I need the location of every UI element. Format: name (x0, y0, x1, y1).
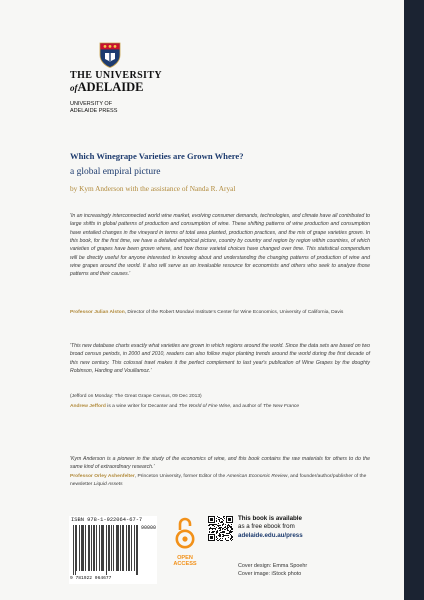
qr-module (210, 527, 211, 528)
qr-module (229, 533, 230, 534)
qr-module (210, 536, 213, 539)
barcode-bar (76, 525, 77, 571)
blurb-author-ashenfelter: Professor Orley Ashenfelter (70, 474, 135, 479)
qr-module (228, 527, 229, 528)
qr-module (224, 527, 225, 528)
qr-module (219, 528, 220, 529)
barcode-bar (82, 525, 83, 571)
qr-module (218, 535, 219, 536)
university-logo (70, 42, 163, 115)
ebook-link[interactable]: adelaide.edu.au/press (238, 531, 303, 539)
qr-module (215, 524, 216, 525)
barcode-bar (117, 525, 118, 571)
qr-module (230, 539, 231, 540)
barcode-bar (106, 525, 107, 575)
qr-module (230, 538, 231, 539)
book-subtitle: a global empiral picture (70, 167, 161, 177)
barcode-bar (103, 525, 104, 571)
qr-module (227, 525, 228, 526)
barcode-bar (88, 525, 89, 571)
qr-module (212, 531, 213, 532)
blurb-source-jefford: (Jefford on Monday: The Great Grape Census, 09 Dec 2013) (70, 394, 202, 399)
qr-module (225, 539, 226, 540)
press-name-line1: UNIVERSITY OF (70, 101, 113, 107)
qr-module (223, 535, 224, 536)
open-access-lock-icon (175, 516, 195, 550)
qr-module (209, 525, 210, 526)
university-name-of: of (70, 83, 78, 93)
qr-module (227, 527, 228, 528)
barcode-bar (122, 525, 123, 571)
blurb-quote-ashenfelter: 'Kym Anderson is a pioneer in the study of the economics of wine, and this book contains the raw materials for others to do the same kind of extraordinary research.' (70, 456, 370, 471)
barcode-bar (93, 525, 94, 571)
qr-module (219, 520, 220, 521)
barcode-icon (73, 525, 139, 575)
qr-module (212, 524, 213, 525)
book-byline: by Kym Anderson with the assistance of Nanda R. Aryal (70, 184, 236, 193)
blurb-affiliation-jefford-c: , and author of (230, 404, 263, 409)
qr-module (218, 517, 219, 518)
qr-module (217, 525, 218, 526)
qr-module (223, 520, 224, 521)
qr-module (228, 535, 229, 536)
qr-module (227, 535, 228, 536)
qr-module (220, 540, 221, 541)
qr-module (223, 516, 224, 517)
qr-module (222, 534, 223, 535)
qr-module (210, 524, 211, 525)
qr-module (219, 517, 220, 518)
qr-module (220, 525, 221, 526)
barcode-bar (111, 525, 112, 571)
qr-module (222, 540, 223, 541)
qr-module (224, 518, 225, 519)
qr-module (228, 525, 229, 526)
qr-module (211, 528, 212, 529)
isbn-price-code: 90000 (141, 525, 157, 531)
qr-module (209, 524, 210, 525)
qr-module (222, 519, 223, 520)
qr-module (212, 525, 213, 526)
qr-module (219, 533, 220, 534)
qr-module (221, 540, 222, 541)
qr-module (212, 528, 213, 529)
qr-module (220, 535, 221, 536)
qr-module (224, 532, 225, 533)
qr-module (216, 531, 217, 532)
qr-module (219, 530, 220, 531)
book-spine (404, 0, 424, 600)
qr-module (217, 538, 218, 539)
blurb-author-alston: Professor Julian Alston (70, 310, 125, 315)
qr-module (217, 532, 218, 533)
qr-module (214, 524, 215, 525)
qr-module (216, 533, 217, 534)
qr-module (225, 535, 226, 536)
barcode-bar (118, 525, 119, 571)
university-name-line1: THE UNIVERSITY (70, 70, 163, 81)
qr-module (231, 536, 232, 537)
press-name-line2: ADELAIDE PRESS (70, 107, 118, 114)
blurb-quote-alston: 'In an increasingly interconnected world wine market, evolving consumer demands, technologies, and climate have all contributed to large shifts in global patterns of production and consumption of wine. These shifting patterns of wine production and consumption have entailed changes in the vineyard in terms of total area planted, production practices, and the mix of grape varieties grown. In this book, for the first time, we have a detailed empirical picture, country by country and region by region within countries, of which varieties of grapes have been grown where, and how those varietal choices have changed over time. This statistical compendium will be directly useful for anyone interested in knowing about and understanding the changing patterns of production of wine and wine grapes around the world. It also will serve as an invaluable resource for economists and others who seek to analyze those patterns and their causes.' (70, 213, 370, 278)
qr-module (213, 528, 214, 529)
qr-module (226, 533, 227, 534)
barcode-bar (109, 525, 110, 571)
qr-module (219, 527, 220, 528)
qr-module (231, 535, 232, 536)
blurb-author-jefford: Andrew Jefford (70, 404, 106, 409)
qr-module (221, 518, 222, 519)
ebook-availability (238, 515, 358, 540)
qr-module (212, 532, 213, 533)
university-name-adelaide: ADELAIDE (77, 80, 144, 94)
qr-module (221, 521, 222, 522)
qr-module (209, 531, 210, 532)
blurb-affiliation-ashenfelter-d: Liquid Assets (93, 481, 123, 487)
qr-module (225, 538, 226, 539)
qr-module (230, 530, 231, 531)
blurb-affiliation-ashenfelter-c: , and founder/author/publisher of the newsletter (70, 474, 367, 487)
qr-module (216, 537, 217, 538)
cover-credits (238, 562, 358, 579)
qr-module (230, 534, 231, 535)
qr-module (216, 532, 217, 533)
qr-module (213, 532, 214, 533)
qr-module (230, 532, 231, 533)
qr-module (231, 529, 232, 530)
qr-module (229, 531, 230, 532)
barcode-bar (75, 525, 76, 575)
barcode-bar (83, 525, 84, 571)
qr-module (213, 524, 214, 525)
cover-image-credit: Cover image: iStock photo (238, 571, 302, 578)
qr-module (220, 536, 221, 537)
qr-module (222, 529, 223, 530)
barcode-bar (91, 525, 92, 571)
blurb-quote-jefford: 'This new database charts exactly what varieties are grown in which regions around the world. Since the data sets are based on two broad census periods, in 2000 and 2010, readers can also follow major planting trends around the world during the first decade of this new century. This colossal trawl makes it the perfect complement to last year's publication of Wine Grapes by the doughty Robinson, Harding and Vouillamoz.' (70, 343, 370, 375)
barcode-bar (85, 525, 86, 571)
qr-module (223, 528, 224, 529)
qr-module (216, 527, 217, 528)
qr-module (221, 527, 222, 528)
qr-module (223, 536, 224, 537)
qr-module (219, 534, 220, 535)
book-title: Which Winegrape Varieties are Grown Where? (70, 151, 244, 161)
blurb-affiliation-jefford-d: The New France (262, 404, 300, 409)
barcode-bar (136, 525, 137, 575)
qr-module (218, 540, 219, 541)
qr-module (217, 540, 218, 541)
qr-module (220, 527, 221, 528)
qr-module (231, 524, 232, 525)
qr-module (231, 540, 232, 541)
qr-module (222, 538, 223, 539)
qr-module (223, 524, 224, 525)
qr-module (220, 529, 221, 530)
qr-module (231, 528, 232, 529)
blurb-attribution-alston (70, 309, 370, 317)
qr-module (220, 538, 221, 539)
qr-module (226, 540, 227, 541)
qr-module (219, 519, 220, 520)
blurb-affiliation-ashenfelter-a: , Princeton University, former Editor of the (134, 474, 227, 479)
qr-module (222, 528, 223, 529)
qr-module (231, 527, 232, 528)
qr-module (232, 537, 233, 538)
qr-module (215, 529, 216, 530)
isbn-label: ISBN 978-1-922064-67-7 (71, 517, 143, 523)
barcode-bar (137, 525, 138, 575)
qr-module (225, 529, 226, 530)
qr-code-icon (208, 516, 233, 541)
qr-module (220, 528, 221, 529)
barcode-bar (126, 525, 127, 571)
qr-module (222, 525, 223, 526)
qr-module (229, 525, 230, 526)
barcode-bar (134, 525, 135, 571)
qr-module (230, 526, 231, 527)
ebook-line1-text: This book is available (238, 515, 302, 522)
cover-design-credit: Cover design: Emma Spoehr (238, 563, 308, 569)
qr-module (232, 529, 233, 530)
qr-module (231, 532, 232, 533)
qr-module (227, 528, 228, 529)
qr-module (222, 522, 223, 523)
qr-module (228, 533, 229, 534)
barcode-bar (94, 525, 95, 571)
qr-module (223, 532, 224, 533)
barcode-bar (89, 525, 90, 571)
barcode-bar (99, 525, 100, 571)
qr-module (216, 521, 217, 522)
barcode-bar (128, 525, 129, 571)
qr-module (226, 528, 227, 529)
qr-module (216, 524, 217, 525)
qr-module (228, 524, 229, 525)
qr-module (218, 523, 219, 524)
barcode-bar (79, 525, 80, 571)
university-crest-icon (99, 42, 121, 68)
qr-module (216, 518, 217, 519)
qr-module (220, 530, 221, 531)
qr-module (211, 532, 212, 533)
qr-module (231, 538, 232, 539)
qr-module (230, 527, 231, 528)
qr-module (225, 526, 226, 527)
qr-module (221, 532, 222, 533)
qr-module (228, 540, 229, 541)
qr-module (219, 525, 220, 526)
open-access-label-line2: ACCESS (173, 561, 197, 568)
qr-module (212, 529, 213, 530)
qr-module (210, 528, 211, 529)
qr-module (228, 530, 229, 531)
open-access-label-line1: OPEN (177, 555, 193, 561)
qr-module (222, 524, 223, 525)
qr-module (229, 532, 230, 533)
qr-module (224, 529, 225, 530)
qr-module (217, 531, 218, 532)
barcode-bar (108, 525, 109, 571)
barcode-bar (120, 525, 121, 571)
qr-module (232, 528, 233, 529)
qr-module (231, 537, 232, 538)
qr-module (219, 536, 220, 537)
qr-module (219, 539, 220, 540)
qr-module (211, 524, 212, 525)
qr-module (217, 530, 218, 531)
qr-module (209, 532, 210, 533)
barcode-bar (113, 525, 114, 571)
qr-module (219, 521, 220, 522)
qr-module (223, 523, 224, 524)
qr-module (225, 524, 226, 525)
qr-module (229, 526, 230, 527)
qr-module (210, 518, 213, 521)
qr-module (220, 532, 221, 533)
qr-module (222, 532, 223, 533)
university-name-line2 (70, 80, 160, 95)
qr-module (214, 528, 215, 529)
qr-module (218, 525, 219, 526)
qr-module (222, 531, 223, 532)
blurb-affiliation-jefford-a: is a wine writer for Decanter and (105, 404, 179, 409)
blurb-affiliation-jefford-b: The World of Fine Wine (178, 404, 231, 409)
qr-module (227, 540, 228, 541)
barcode-bar (73, 525, 74, 575)
barcode-bar (101, 525, 102, 571)
qr-module (231, 526, 232, 527)
isbn-barcode-block (69, 516, 157, 584)
barcode-bar (129, 525, 130, 571)
qr-module (228, 537, 229, 538)
blurb-attribution-jefford (70, 403, 370, 411)
qr-module (221, 522, 222, 523)
qr-module (223, 534, 224, 535)
qr-module (223, 517, 224, 518)
barcode-bar (102, 525, 103, 571)
qr-module (227, 533, 228, 534)
qr-module (214, 526, 215, 527)
blurb-affiliation-alston: , Director of the Robert Mondavi Institute's Center for Wine Economics, University of California, Davis (124, 310, 344, 315)
qr-module (222, 536, 223, 537)
isbn-digits: 9 781922 064677 (70, 576, 112, 581)
qr-module (224, 531, 225, 532)
blurb-attribution-ashenfelter (70, 473, 370, 489)
qr-module (222, 521, 223, 522)
barcode-bar (123, 525, 124, 571)
qr-module (220, 534, 221, 535)
qr-module (227, 530, 228, 531)
qr-module (226, 535, 227, 536)
qr-module (232, 531, 233, 532)
blurb-affiliation-ashenfelter-b: American Economic Review (226, 474, 288, 479)
barcode-bar (96, 525, 97, 571)
qr-module (216, 520, 217, 521)
qr-module (208, 525, 209, 526)
qr-module (231, 531, 232, 532)
qr-module (227, 526, 228, 527)
qr-module (230, 531, 231, 532)
qr-module (218, 526, 219, 527)
press-name (70, 101, 160, 115)
barcode-bar (116, 525, 117, 571)
qr-module (216, 539, 217, 540)
open-access-badge (170, 516, 200, 576)
qr-module (223, 531, 224, 532)
qr-module (213, 525, 214, 526)
qr-module (225, 527, 226, 528)
qr-module (215, 528, 216, 529)
ebook-line2: as a free ebook from (238, 523, 295, 531)
qr-module (213, 531, 214, 532)
qr-module (227, 529, 228, 530)
qr-module (220, 522, 221, 523)
qr-module (228, 518, 231, 521)
qr-module (232, 536, 233, 537)
qr-module (219, 535, 220, 536)
ebook-line1 (238, 515, 358, 523)
qr-module (220, 518, 221, 519)
qr-module (217, 516, 218, 517)
qr-module (216, 536, 217, 537)
barcode-bar (81, 525, 82, 571)
qr-module (232, 539, 233, 540)
qr-module (218, 519, 219, 520)
qr-module (218, 528, 219, 529)
qr-module (209, 529, 210, 530)
qr-module (214, 531, 215, 532)
qr-module (224, 535, 225, 536)
qr-module (224, 516, 225, 517)
barcode-bar (131, 525, 132, 571)
qr-module (209, 528, 210, 529)
